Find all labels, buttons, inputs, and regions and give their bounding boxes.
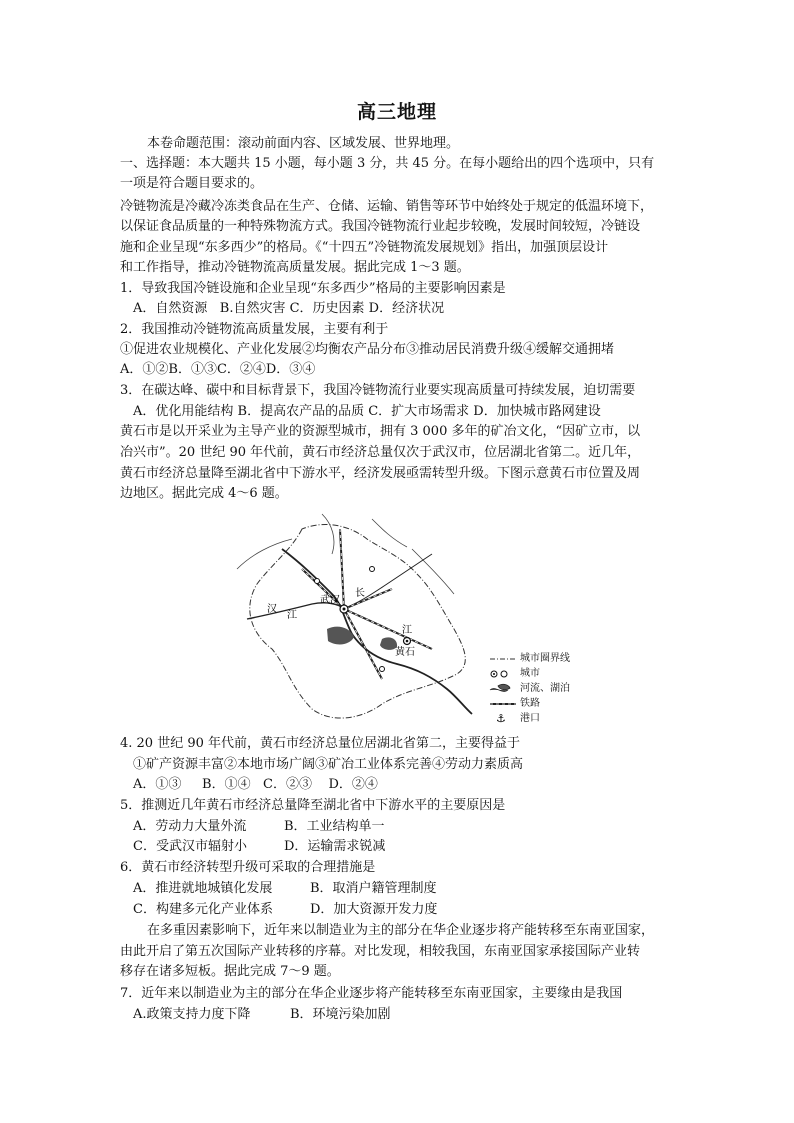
passage1-line4: 和工作指导，推动冷链物流高质量发展。据此完成 1～3 题。 [120, 260, 470, 275]
passage2-line4: 边地区。据此完成 4～6 题。 [120, 486, 288, 501]
label-han: 汉 [267, 604, 277, 615]
city-marker [315, 579, 320, 584]
q2-items: ①促进农业规模化、产业化发展②均衡农产品分布③推动居民消费升级④缓解交通拥堵 [120, 342, 615, 357]
map-outline [237, 514, 454, 594]
q6-option-c: C．构建多元化产业体系 [133, 902, 273, 917]
label-huangshi: 黄石 [395, 647, 415, 658]
q2-stem: 2．我国推动冷链物流高质量发展，主要有利于 [120, 322, 389, 337]
q5-option-a: A．劳动力大量外流 [133, 819, 247, 834]
legend-port-label: 港口 [520, 713, 540, 724]
city-marker [380, 667, 385, 672]
q5-option-c: C．受武汉市辐射小 [133, 839, 247, 854]
passage1-line1: 冷链物流是冷藏冷冻类食品在生产、仓储、运输、销售等环节中始终处于规定的低温环境下， [120, 199, 654, 214]
anchor-icon: ⚓ [496, 712, 506, 725]
q6-option-b: B．取消户籍管理制度 [310, 881, 437, 896]
q5-option-b: B．工业结构单一 [284, 819, 385, 834]
passage1-line3: 施和企业呈现“东多西少”的格局。《“十四五”冷链物流发展规划》指出，加强顶层设计 [120, 240, 609, 255]
q3-options: A．优化用能结构 B．提高农产品的品质 C．扩大市场需求 D．加快城市路网建设 [133, 404, 601, 419]
yangtze-river [282, 549, 472, 714]
legend-boundary-label: 城市圈界线 [520, 653, 570, 664]
passage3-line1: 在多重因素影响下，近年来以制造业为主的部分在华企业逐步将产能转移至东南亚国家， [147, 923, 655, 938]
city-circle-boundary [250, 524, 466, 718]
q6-option-d: D．加大资源开发力度 [310, 902, 438, 917]
q6-option-a: A．推进就地城镇化发展 [133, 881, 273, 896]
passage3-line3: 移存在诸多短板。据此完成 7～9 题。 [120, 964, 340, 979]
label-jiang-han: 江 [287, 610, 297, 621]
label-jiang-chang: 江 [402, 625, 412, 636]
q2-options: A．①②B．①③C．②④D．③④ [120, 362, 316, 377]
q5-option-d: D．运输需求锐减 [284, 839, 386, 854]
q6-stem: 6．黄石市经济转型升级可采取的合理措施是 [120, 860, 376, 875]
q7-option-b: B．环境污染加剧 [290, 1007, 391, 1022]
city-marker [370, 567, 375, 572]
q4-items: ①矿产资源丰富②本地市场广阔③矿冶工业体系完善④劳动力素质高 [133, 757, 524, 772]
passage2-line3: 黄石市经济总量降至湖北省中下游水平，经济发展亟需转型升级。下图示意黄石市位置及周 [120, 466, 641, 481]
passage2-line1: 黄石市是以开采业为主导产业的资源型城市，拥有 3 000 多年的矿冶文化，“因矿立市，以 [120, 424, 641, 439]
city-marker-wuhan-dot [343, 608, 346, 611]
q7-option-a: A.政策支持力度下降 [133, 1007, 251, 1022]
q5-stem: 5．推测近几年黄石市经济总量降至湖北省中下游水平的主要原因是 [120, 798, 506, 813]
q1-options: A．自然资源 B.自然灾害 C．历史因素 D．经济状况 [133, 301, 445, 316]
legend-railway-label: 铁路 [520, 698, 540, 709]
page-title: 高三地理 [356, 101, 437, 123]
section-heading-line1: 一、选择题：本大题共 15 小题，每小题 3 分，共 45 分。在每小题给出的四个选项中，只有 [120, 156, 655, 171]
q4-options: A．①③ B．①④ C．②③ D．②④ [133, 777, 378, 792]
legend-river-lake-label: 河流、湖泊 [520, 683, 570, 694]
legend-river-lake-symbol [490, 684, 510, 691]
label-wuhan: 武汉 [320, 595, 340, 606]
label-chang: 长 [355, 588, 365, 599]
q7-stem: 7．近年来以制造业为主的部分在华企业逐步将产能转移至东南亚国家，主要缘由是我国 [120, 986, 623, 1001]
q1-stem: 1．导致我国冷链设施和企业呈现“东多西少”格局的主要影响因素是 [120, 281, 506, 296]
passage3-line2: 由此开启了第五次国际产业转移的序幕。对比发现，相较我国，东南亚国家承接国际产业转 [120, 944, 641, 959]
legend-city-label: 城市 [520, 668, 540, 679]
q4-stem: 4. 20 世纪 90 年代前，黄石市经济总量位居湖北省第二，主要得益于 [120, 736, 521, 751]
passage1-line2: 以保证食品质量的一种特殊物流方式。我国冷链物流行业起步较晚，发展时间较短，冷链设 [120, 219, 641, 234]
river-branch [342, 554, 432, 609]
huangshi-location-map [232, 509, 574, 731]
section-heading-line2: 一项是符合题目要求的。 [120, 176, 264, 191]
city-marker-huangshi-dot [406, 640, 409, 643]
q3-stem: 3．在碳达峰、碳中和目标背景下，我国冷链物流行业要实现高质量可持续发展，迫切需要 [120, 383, 636, 398]
exam-scope: 本卷命题范围：滚动前面内容、区域发展、世界地理。 [147, 136, 460, 151]
passage2-line2: 冶兴市”。20 世纪 90 年代前，黄石市经济总量仅次于武汉市，位居湖北省第二。近几年， [120, 445, 641, 460]
